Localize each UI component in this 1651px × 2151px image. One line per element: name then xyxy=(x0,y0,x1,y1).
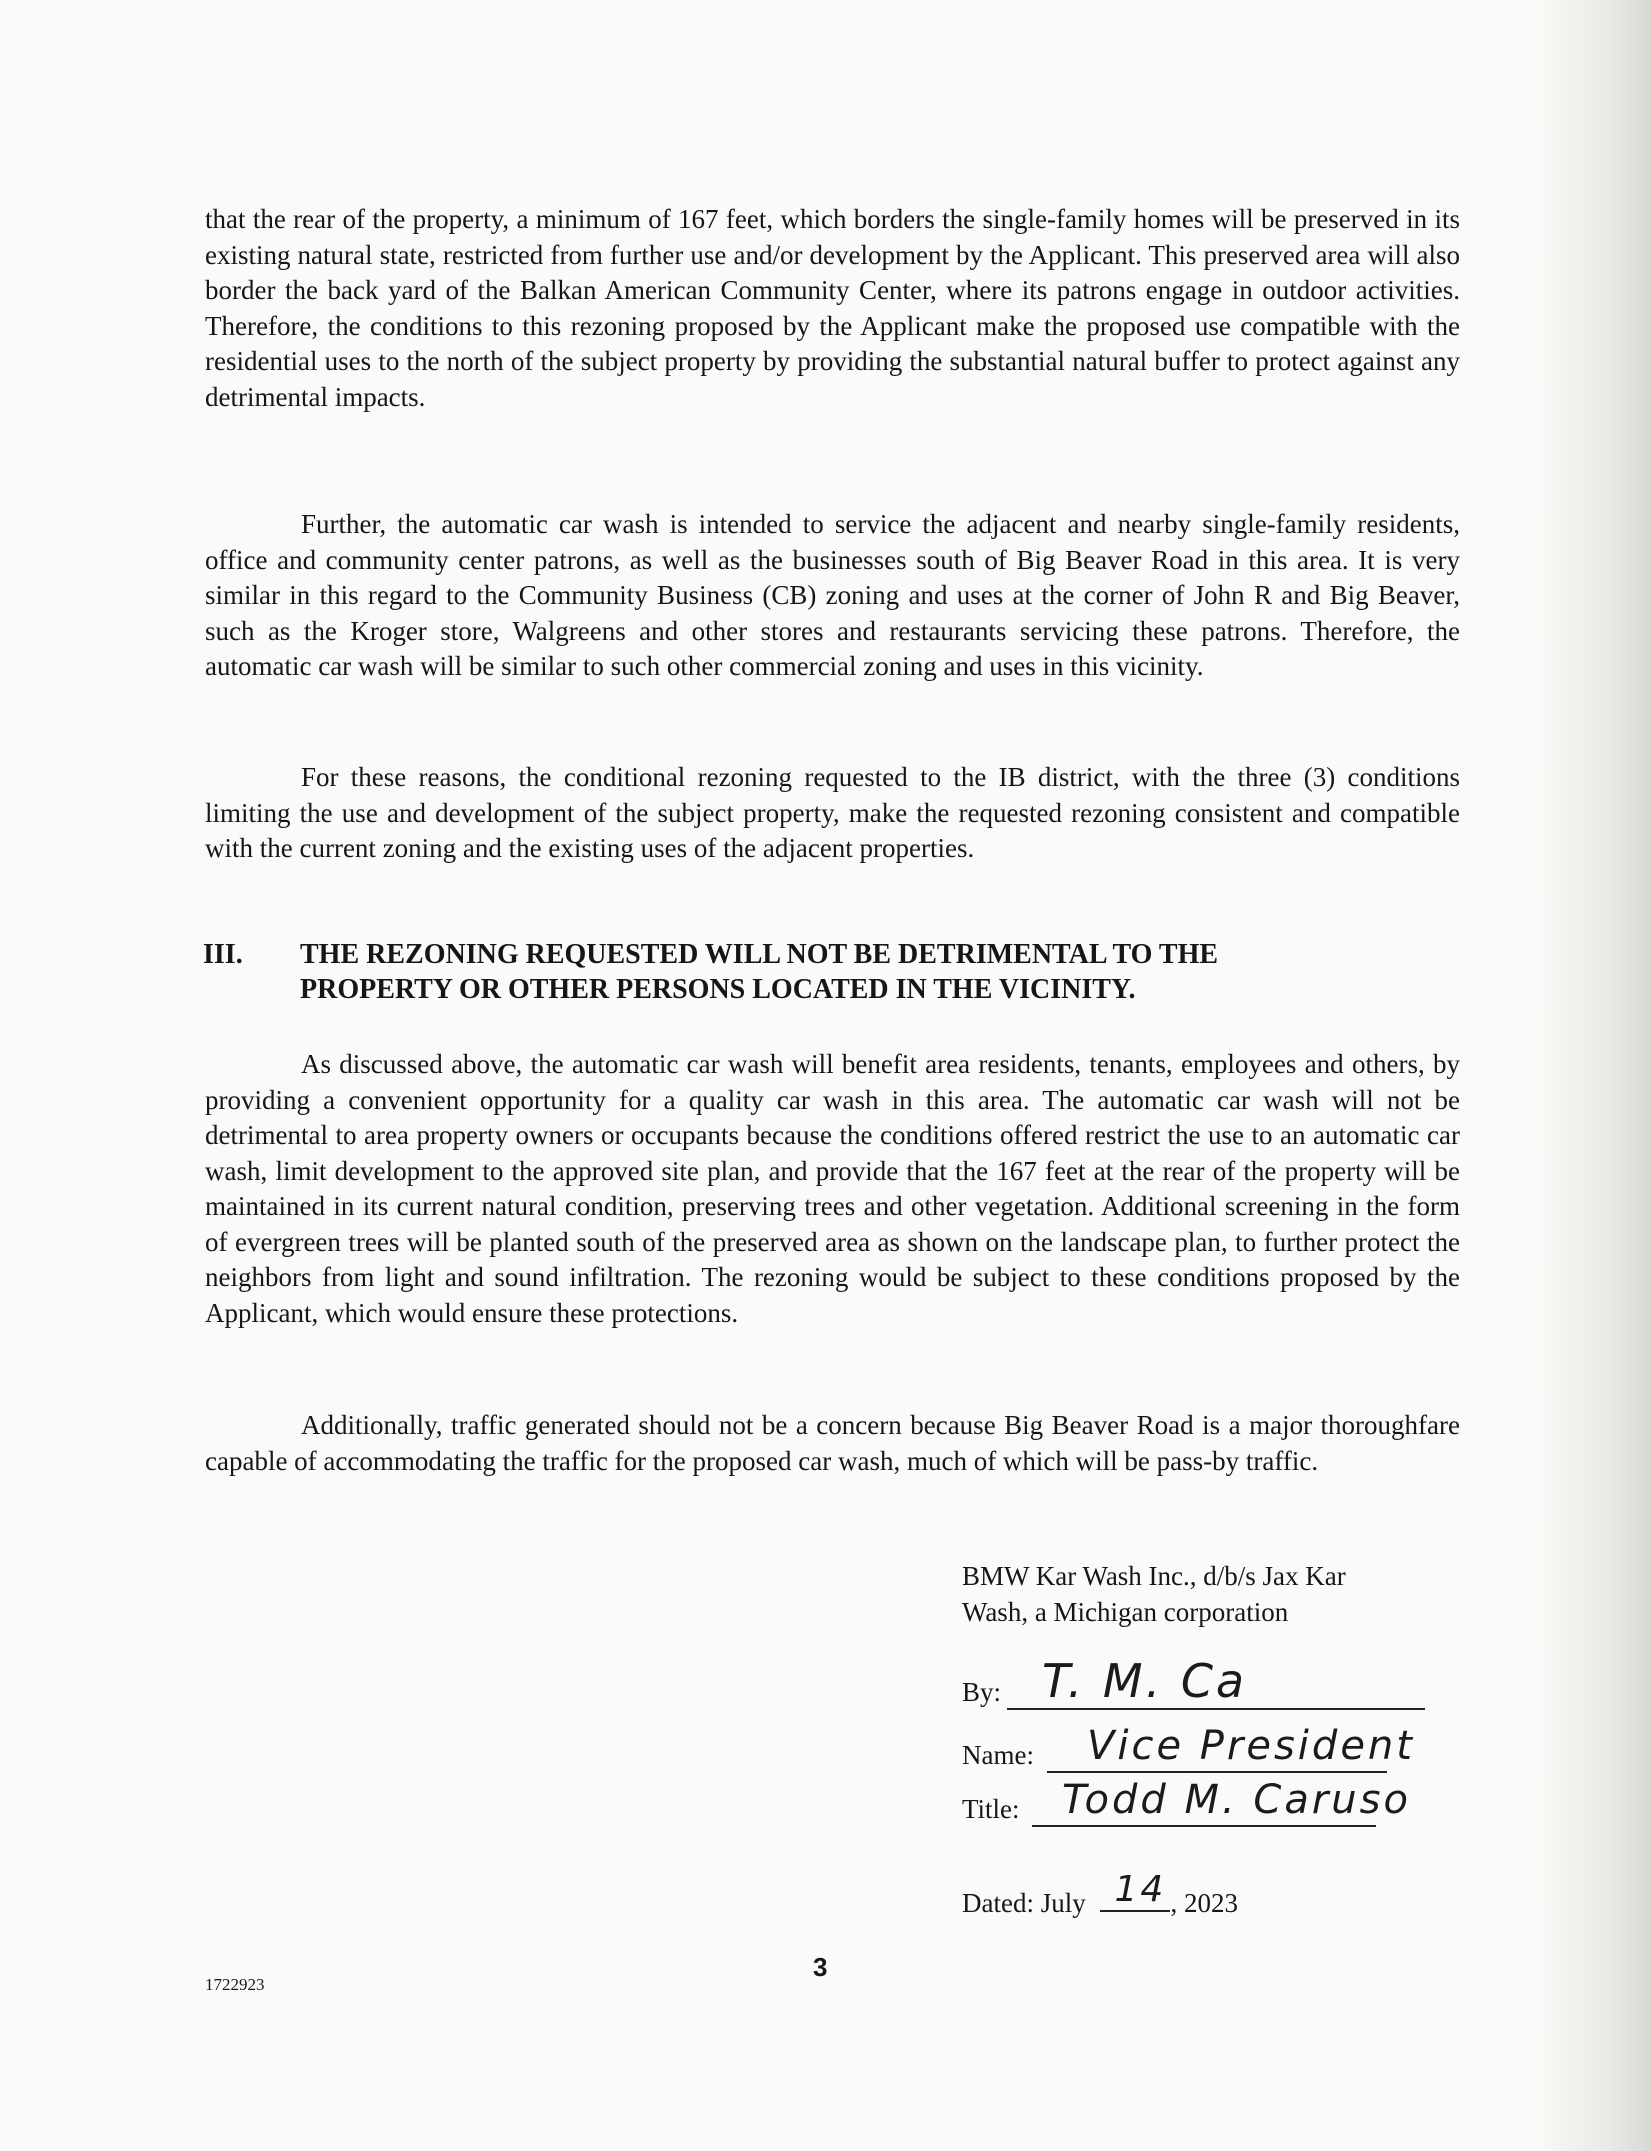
handwritten-name: Vice President xyxy=(1087,1723,1415,1769)
signature-title-row xyxy=(962,1777,1462,1827)
handwritten-signature: T. M. Ca xyxy=(1042,1654,1248,1708)
page-number: 3 xyxy=(813,1952,828,1982)
signature-company xyxy=(962,1558,1522,1630)
section-title xyxy=(300,937,1450,1007)
name-line xyxy=(1047,1771,1387,1773)
title-line xyxy=(1032,1825,1376,1827)
by-label: By: xyxy=(962,1677,1002,1707)
title-label: Title: xyxy=(962,1794,1020,1824)
section-title-line-2: PROPERTY OR OTHER PERSONS LOCATED IN THE VICINITY. xyxy=(300,974,1136,1005)
handwritten-title: Todd M. Caruso xyxy=(1062,1777,1411,1823)
paragraph-2: Further, the automatic car wash is intended to service the adjacent and nearby single-family residents, office and community center patrons, as well as the businesses south of Big Beaver Road in this area. It is very similar in this regard to the Community Business (CB) zoning and uses at the corner of John R and Big Beaver, such as the Kroger store, Walgreens and other stores and restaurants servicing these patrons. Therefore, the automatic car wash will be similar to such other commercial zoning and uses in this vicinity. xyxy=(205,509,1460,681)
paragraph-1: that the rear of the property, a minimum of 167 feet, which borders the single-family homes will be preserved in its existing natural state, restricted from further use and/or development by the Applicant. This preserved area will also border the back yard of the Balkan American Community Center, where its patrons engage in outdoor activities. Therefore, the conditions to this rezoning proposed by the Applicant make the proposed use compatible with the residential uses to the north of the subject property by providing the substantial natural buffer to protect against any detrimental impacts. xyxy=(205,204,1460,412)
document-id: 1722923 xyxy=(205,1975,265,1994)
section-paragraph-1: As discussed above, the automatic car wash will benefit area residents, tenants, employees and others, by providing a convenient opportunity for a quality car wash in this area. The automatic car wash will not be detrimental to area property owners or occupants because the conditions offered restrict the use to an automatic car wash, limit development to the approved site plan, and provide that the 167 feet at the rear of the property will be maintained in its current natural condition, preserving trees and other vegetation. Additional screening in the form of evergreen trees will be planted south of the preserved area as shown on the landscape plan, to further protect the neighbors from light and sound infiltration. The rezoning would be subject to these conditions proposed by the Applicant, which would ensure these protections. xyxy=(205,1049,1460,1328)
paragraph-3: For these reasons, the conditional rezoning requested to the IB district, with the three (3) conditions limiting the use and development of the subject property, make the requested rezoning consistent and compatible with the current zoning and the existing uses of the adjacent properties. xyxy=(205,762,1460,863)
company-line-1: BMW Kar Wash Inc., d/b/s Jax Kar xyxy=(962,1561,1346,1591)
signature-by-row xyxy=(962,1654,1462,1710)
dated-day-line xyxy=(1100,1869,1170,1912)
dated-row xyxy=(962,1869,1238,1919)
section-paragraph-2: Additionally, traffic generated should not be a concern because Big Beaver Road is a major thoroughfare capable of accommodating the traffic for the proposed car wash, much of which will be pass-by traffic. xyxy=(205,1410,1460,1476)
section-number: III. xyxy=(203,939,243,970)
dated-label: Dated: July xyxy=(962,1888,1086,1918)
by-line xyxy=(1007,1708,1425,1710)
company-line-2: Wash, a Michigan corporation xyxy=(962,1597,1289,1627)
name-label: Name: xyxy=(962,1740,1034,1770)
section-title-line-1: THE REZONING REQUESTED WILL NOT BE DETRIMENTAL TO THE xyxy=(300,939,1219,970)
scan-shadow xyxy=(1531,0,1651,2151)
signature-name-row xyxy=(962,1723,1462,1773)
dated-year: , 2023 xyxy=(1170,1888,1238,1918)
handwritten-day: 14 xyxy=(1114,1869,1167,1910)
